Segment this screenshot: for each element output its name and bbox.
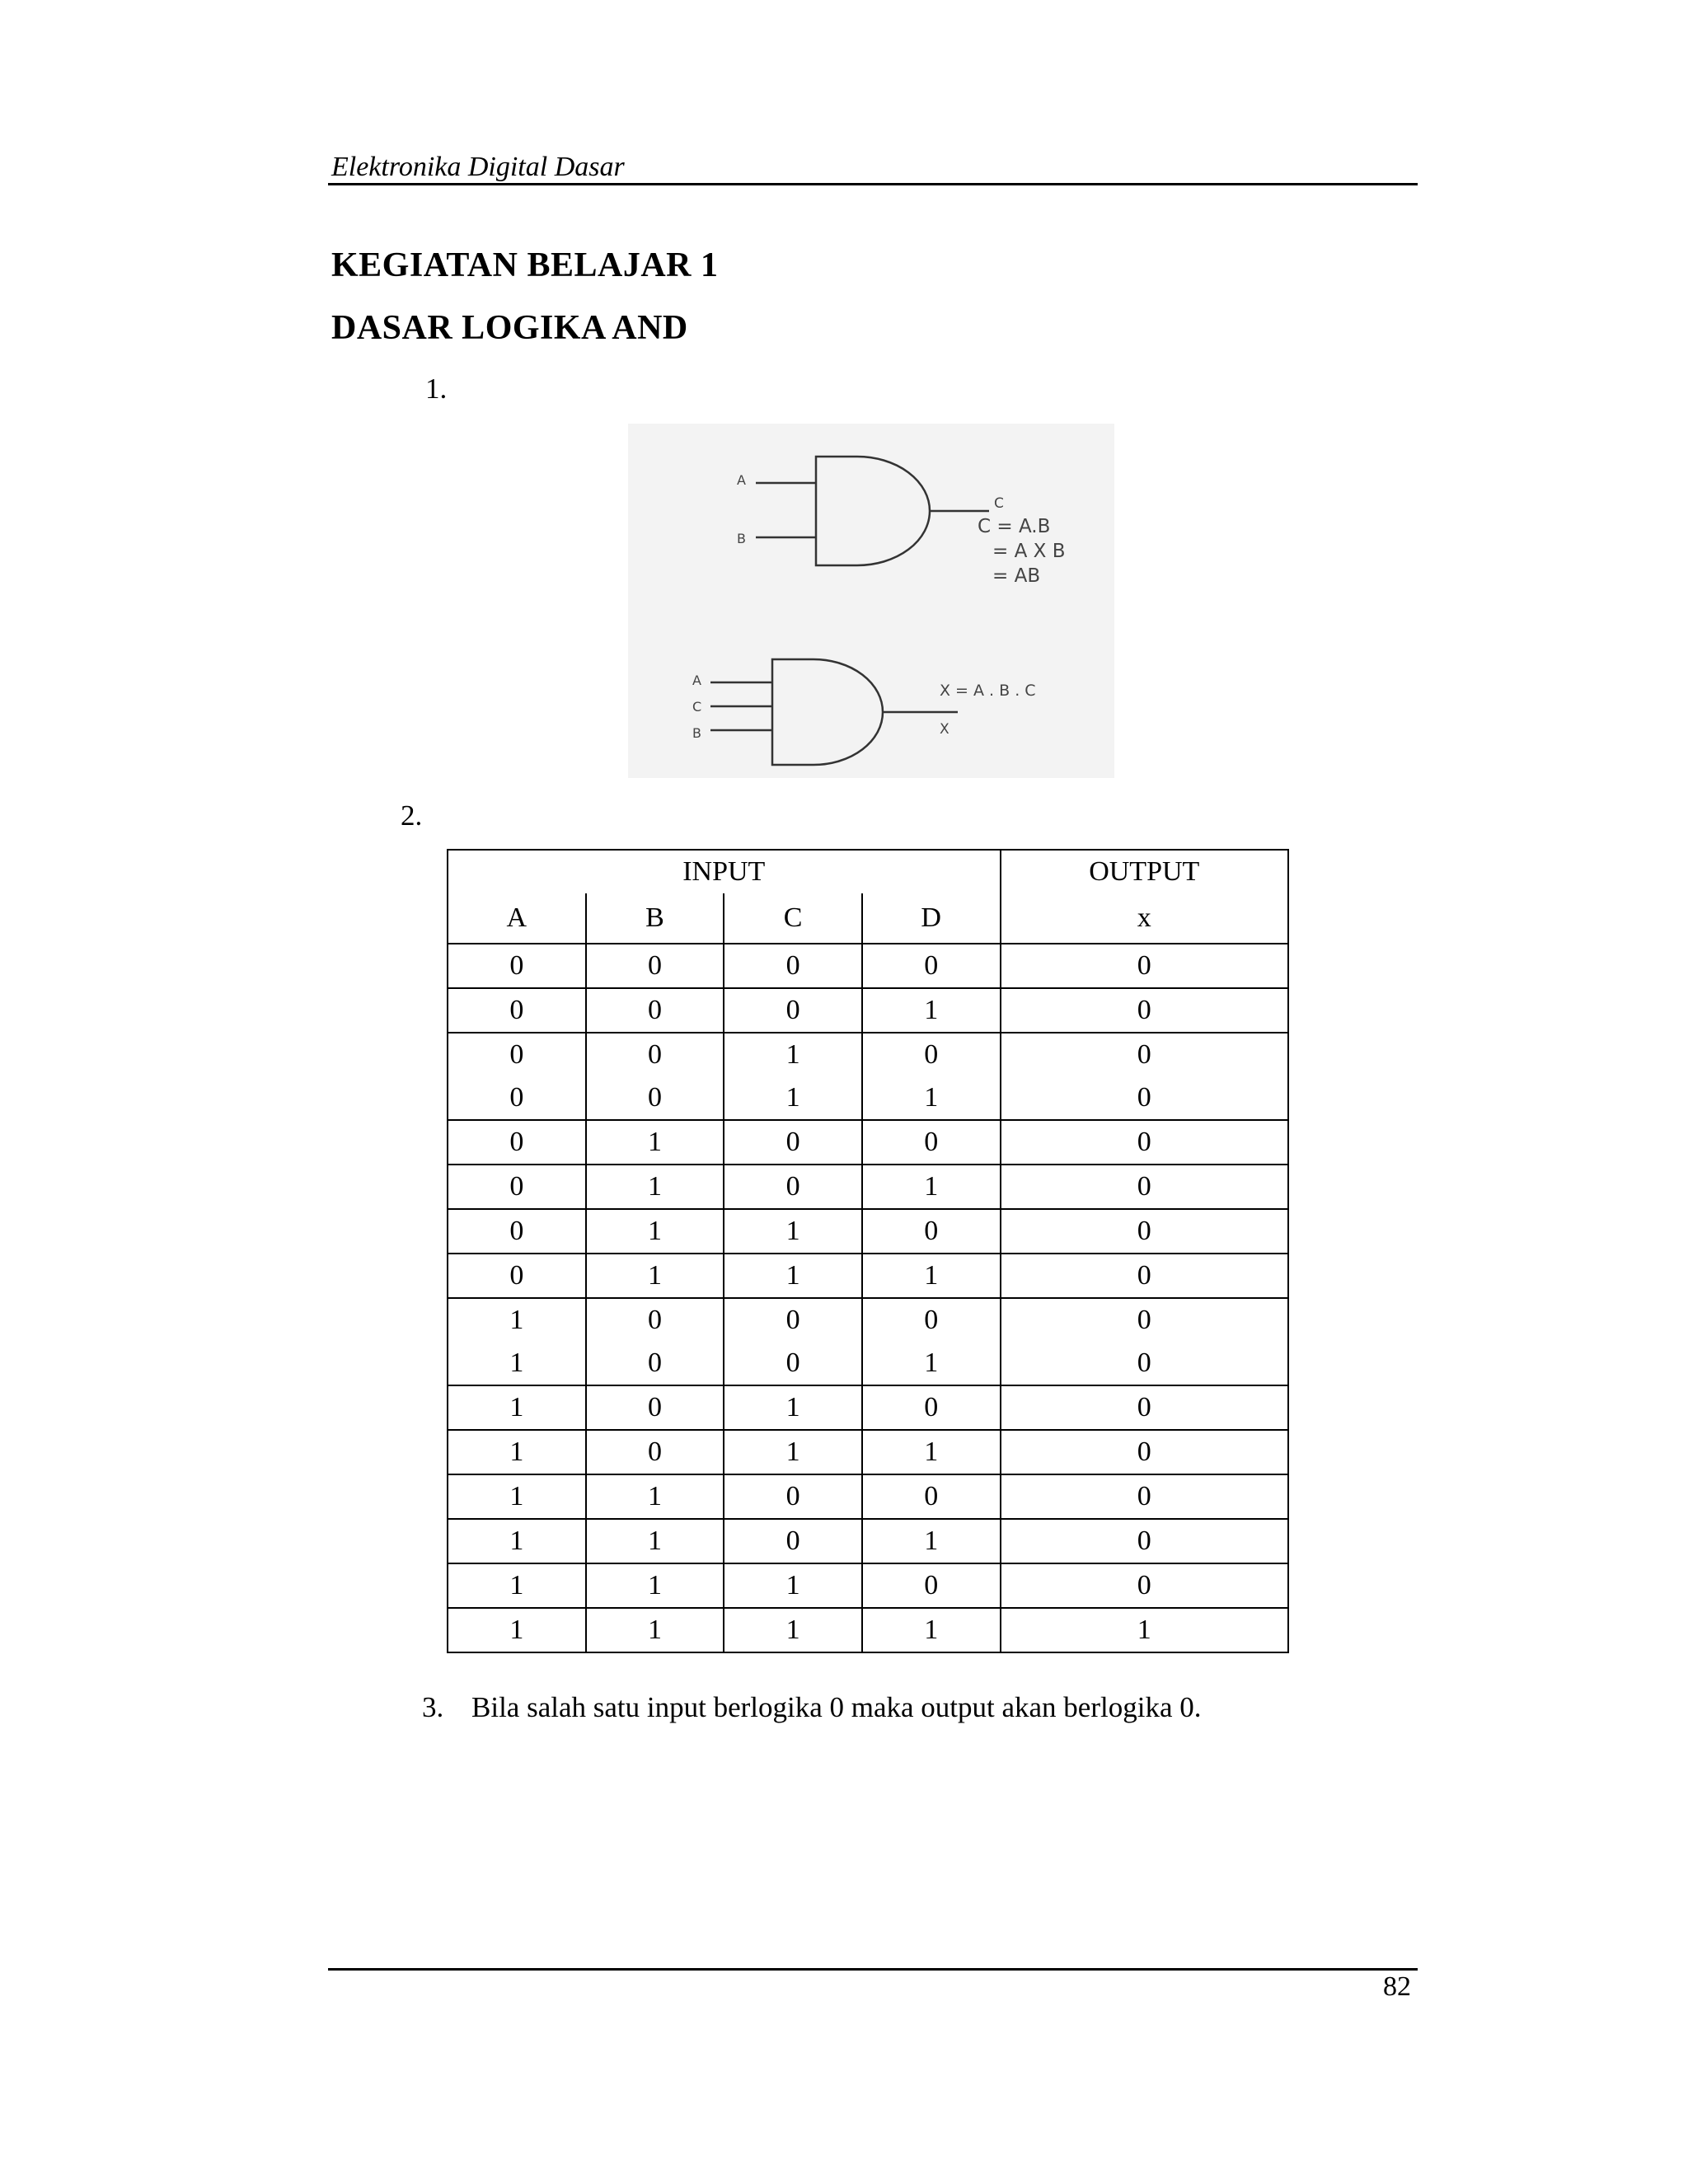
- cell-d: [862, 1165, 1001, 1209]
- cell-b: [586, 1430, 724, 1474]
- gate1-equation-line3: = AB: [992, 565, 1041, 587]
- cell-value: 1: [647, 1526, 662, 1556]
- cell-d: [862, 1254, 1001, 1298]
- cell-value: 0: [647, 1082, 662, 1113]
- cell-value: 0: [1137, 1436, 1151, 1467]
- table-row: [448, 944, 1288, 988]
- table-row: [448, 1298, 1288, 1342]
- item-3-text: Bila salah satu input berlogika 0 maka output akan berlogika 0.: [471, 1691, 1202, 1723]
- cell-value: 0: [785, 1526, 800, 1556]
- cell-a: [448, 1120, 586, 1165]
- cell-d: [862, 1474, 1001, 1519]
- cell-value: 0: [1137, 1392, 1151, 1422]
- table-row: [448, 1342, 1288, 1385]
- cell-c: [724, 1165, 862, 1209]
- column-header-a: A: [448, 893, 586, 944]
- item-1-number: 1.: [425, 373, 448, 405]
- cell-c: [724, 1563, 862, 1608]
- gate2-input-b-label: B: [692, 725, 701, 741]
- cell-value: 0: [785, 1347, 800, 1378]
- cell-value: 0: [1137, 1171, 1151, 1202]
- gate2-equation: X = A . B . C: [940, 682, 1036, 700]
- input-group-header: INPUT: [448, 850, 1001, 893]
- cell-c: [724, 1385, 862, 1430]
- cell-d: [862, 1209, 1001, 1254]
- cell-x: [1001, 988, 1289, 1033]
- table-row: [448, 1076, 1288, 1120]
- cell-x: [1001, 1474, 1289, 1519]
- cell-a: [448, 1385, 586, 1430]
- cell-x: [1001, 1430, 1289, 1474]
- cell-a: [448, 1608, 586, 1652]
- cell-value: 0: [924, 1305, 939, 1335]
- cell-value: 1: [647, 1216, 662, 1246]
- cell-c: [724, 1430, 862, 1474]
- cell-value: 1: [785, 1039, 800, 1070]
- item-3-number: 3.: [422, 1691, 444, 1723]
- cell-d: [862, 1076, 1001, 1120]
- cell-a: [448, 1298, 586, 1342]
- gate2-input-c-label: C: [692, 699, 702, 715]
- gate2-output-label: X: [940, 721, 950, 738]
- table-row: [448, 1209, 1288, 1254]
- cell-x: [1001, 1608, 1289, 1652]
- truth-table: [447, 849, 1289, 1653]
- gate1-input-b-label: B: [737, 531, 746, 546]
- page-number: 82: [1383, 1971, 1411, 2002]
- cell-value: 1: [509, 1615, 524, 1645]
- cell-a: [448, 1209, 586, 1254]
- chapter-heading: KEGIATAN BELAJAR 1: [331, 246, 719, 284]
- cell-value: 0: [647, 995, 662, 1025]
- cell-value: 1: [785, 1392, 800, 1422]
- column-header-c: C: [724, 893, 862, 944]
- header-rule: [328, 183, 1418, 185]
- cell-value: 1: [509, 1436, 524, 1467]
- cell-value: 0: [509, 1127, 524, 1157]
- cell-c: [724, 1254, 862, 1298]
- cell-x: [1001, 1076, 1289, 1120]
- cell-value: 0: [924, 1127, 939, 1157]
- table-row: [448, 1120, 1288, 1165]
- cell-value: 1: [785, 1570, 800, 1601]
- table-row: [448, 1563, 1288, 1608]
- table-row: [448, 1474, 1288, 1519]
- cell-value: 0: [647, 1305, 662, 1335]
- cell-x: [1001, 1120, 1289, 1165]
- cell-value: 0: [647, 1436, 662, 1467]
- cell-c: [724, 1342, 862, 1385]
- cell-value: 1: [924, 1436, 939, 1467]
- cell-value: 0: [647, 1392, 662, 1422]
- cell-value: 1: [647, 1127, 662, 1157]
- cell-d: [862, 1519, 1001, 1563]
- cell-b: [586, 1342, 724, 1385]
- cell-value: 1: [509, 1305, 524, 1335]
- table-row: [448, 1254, 1288, 1298]
- cell-c: [724, 1076, 862, 1120]
- cell-c: [724, 988, 862, 1033]
- cell-value: 1: [509, 1481, 524, 1511]
- cell-a: [448, 988, 586, 1033]
- cell-c: [724, 1033, 862, 1076]
- table-row: [448, 988, 1288, 1033]
- cell-c: [724, 1519, 862, 1563]
- cell-d: [862, 988, 1001, 1033]
- cell-value: 1: [924, 1526, 939, 1556]
- cell-value: 1: [647, 1171, 662, 1202]
- cell-x: [1001, 1342, 1289, 1385]
- cell-value: 1: [509, 1392, 524, 1422]
- cell-value: 0: [647, 950, 662, 981]
- cell-x: [1001, 1563, 1289, 1608]
- cell-value: 1: [647, 1570, 662, 1601]
- cell-value: 0: [785, 995, 800, 1025]
- cell-value: 0: [509, 995, 524, 1025]
- column-header-d: D: [862, 893, 1001, 944]
- cell-b: [586, 1474, 724, 1519]
- cell-d: [862, 1608, 1001, 1652]
- cell-a: [448, 944, 586, 988]
- cell-value: 0: [1137, 1570, 1151, 1601]
- cell-a: [448, 1519, 586, 1563]
- table-row: [448, 1430, 1288, 1474]
- cell-value: 0: [785, 1171, 800, 1202]
- cell-value: 0: [924, 1039, 939, 1070]
- cell-value: 1: [924, 995, 939, 1025]
- output-group-header: OUTPUT: [1001, 850, 1289, 893]
- cell-d: [862, 1342, 1001, 1385]
- cell-c: [724, 1608, 862, 1652]
- cell-value: 0: [924, 1570, 939, 1601]
- cell-a: [448, 1563, 586, 1608]
- cell-value: 0: [785, 1481, 800, 1511]
- cell-value: 0: [509, 1260, 524, 1291]
- cell-b: [586, 1076, 724, 1120]
- gate1-equation-line2: = A X B: [992, 541, 1066, 562]
- cell-value: 1: [785, 1082, 800, 1113]
- cell-a: [448, 1474, 586, 1519]
- cell-value: 0: [924, 1216, 939, 1246]
- cell-x: [1001, 1519, 1289, 1563]
- cell-value: 0: [1137, 1526, 1151, 1556]
- cell-d: [862, 1385, 1001, 1430]
- cell-value: 0: [509, 1171, 524, 1202]
- cell-x: [1001, 1209, 1289, 1254]
- and-gate-3-input: [710, 659, 958, 765]
- footer-rule: [328, 1968, 1418, 1971]
- cell-x: [1001, 1385, 1289, 1430]
- cell-value: 1: [785, 1216, 800, 1246]
- cell-c: [724, 1209, 862, 1254]
- cell-a: [448, 1254, 586, 1298]
- cell-c: [724, 944, 862, 988]
- cell-d: [862, 944, 1001, 988]
- cell-value: 0: [1137, 1305, 1151, 1335]
- cell-value: 0: [785, 950, 800, 981]
- cell-b: [586, 1209, 724, 1254]
- item-2-number: 2.: [401, 799, 423, 832]
- gate1-output-label: C: [994, 495, 1004, 512]
- cell-x: [1001, 1254, 1289, 1298]
- cell-value: 0: [509, 1216, 524, 1246]
- cell-value: 0: [785, 1127, 800, 1157]
- table-row: [448, 1385, 1288, 1430]
- cell-value: 0: [509, 950, 524, 981]
- item-3: [422, 1691, 1201, 1724]
- cell-b: [586, 1254, 724, 1298]
- cell-x: [1001, 1165, 1289, 1209]
- cell-b: [586, 1385, 724, 1430]
- cell-value: 1: [924, 1082, 939, 1113]
- cell-value: 1: [924, 1347, 939, 1378]
- cell-value: 0: [1137, 1039, 1151, 1070]
- column-header-x: x: [1001, 893, 1289, 944]
- cell-b: [586, 1165, 724, 1209]
- cell-b: [586, 1033, 724, 1076]
- cell-value: 0: [647, 1347, 662, 1378]
- cell-value: 0: [1137, 950, 1151, 981]
- cell-value: 0: [1137, 1260, 1151, 1291]
- cell-value: 1: [509, 1526, 524, 1556]
- cell-value: 1: [785, 1260, 800, 1291]
- cell-value: 0: [647, 1039, 662, 1070]
- cell-value: 1: [785, 1615, 800, 1645]
- cell-value: 0: [924, 1392, 939, 1422]
- cell-d: [862, 1033, 1001, 1076]
- cell-value: 0: [924, 1481, 939, 1511]
- table-row: [448, 1033, 1288, 1076]
- cell-value: 0: [1137, 1481, 1151, 1511]
- cell-value: 1: [647, 1615, 662, 1645]
- cell-value: 1: [509, 1347, 524, 1378]
- cell-b: [586, 944, 724, 988]
- table-row: [448, 1165, 1288, 1209]
- cell-a: [448, 1430, 586, 1474]
- cell-d: [862, 1120, 1001, 1165]
- cell-c: [724, 1298, 862, 1342]
- cell-x: [1001, 944, 1289, 988]
- cell-d: [862, 1563, 1001, 1608]
- cell-value: 0: [924, 950, 939, 981]
- cell-value: 0: [1137, 1216, 1151, 1246]
- cell-b: [586, 1563, 724, 1608]
- gate2-input-a-label: A: [692, 673, 701, 688]
- running-header: Elektronika Digital Dasar: [331, 152, 625, 182]
- column-header-b: B: [586, 893, 724, 944]
- cell-d: [862, 1430, 1001, 1474]
- gate1-input-a-label: A: [737, 472, 746, 488]
- cell-a: [448, 1033, 586, 1076]
- cell-value: 1: [785, 1436, 800, 1467]
- cell-x: [1001, 1033, 1289, 1076]
- cell-c: [724, 1120, 862, 1165]
- cell-b: [586, 988, 724, 1033]
- cell-value: 1: [647, 1481, 662, 1511]
- cell-value: 1: [647, 1260, 662, 1291]
- cell-value: 0: [1137, 1082, 1151, 1113]
- cell-value: 1: [924, 1615, 939, 1645]
- and-gate-figure: [628, 424, 1114, 778]
- cell-value: 0: [785, 1305, 800, 1335]
- cell-value: 1: [924, 1260, 939, 1291]
- cell-value: 1: [924, 1171, 939, 1202]
- cell-d: [862, 1298, 1001, 1342]
- table-row: [448, 1608, 1288, 1652]
- section-heading: DASAR LOGIKA AND: [331, 309, 688, 347]
- cell-value: 0: [509, 1039, 524, 1070]
- cell-value: 1: [1137, 1615, 1151, 1645]
- cell-b: [586, 1298, 724, 1342]
- cell-value: 1: [509, 1570, 524, 1601]
- cell-b: [586, 1608, 724, 1652]
- cell-b: [586, 1120, 724, 1165]
- and-gate-2-input: [756, 457, 989, 565]
- cell-b: [586, 1519, 724, 1563]
- gate1-equation-line1: C = A.B: [978, 516, 1051, 537]
- cell-c: [724, 1474, 862, 1519]
- cell-value: 0: [509, 1082, 524, 1113]
- cell-a: [448, 1076, 586, 1120]
- cell-a: [448, 1342, 586, 1385]
- table-row: [448, 1519, 1288, 1563]
- cell-a: [448, 1165, 586, 1209]
- cell-value: 0: [1137, 1127, 1151, 1157]
- cell-value: 0: [1137, 995, 1151, 1025]
- cell-value: 0: [1137, 1347, 1151, 1378]
- cell-x: [1001, 1298, 1289, 1342]
